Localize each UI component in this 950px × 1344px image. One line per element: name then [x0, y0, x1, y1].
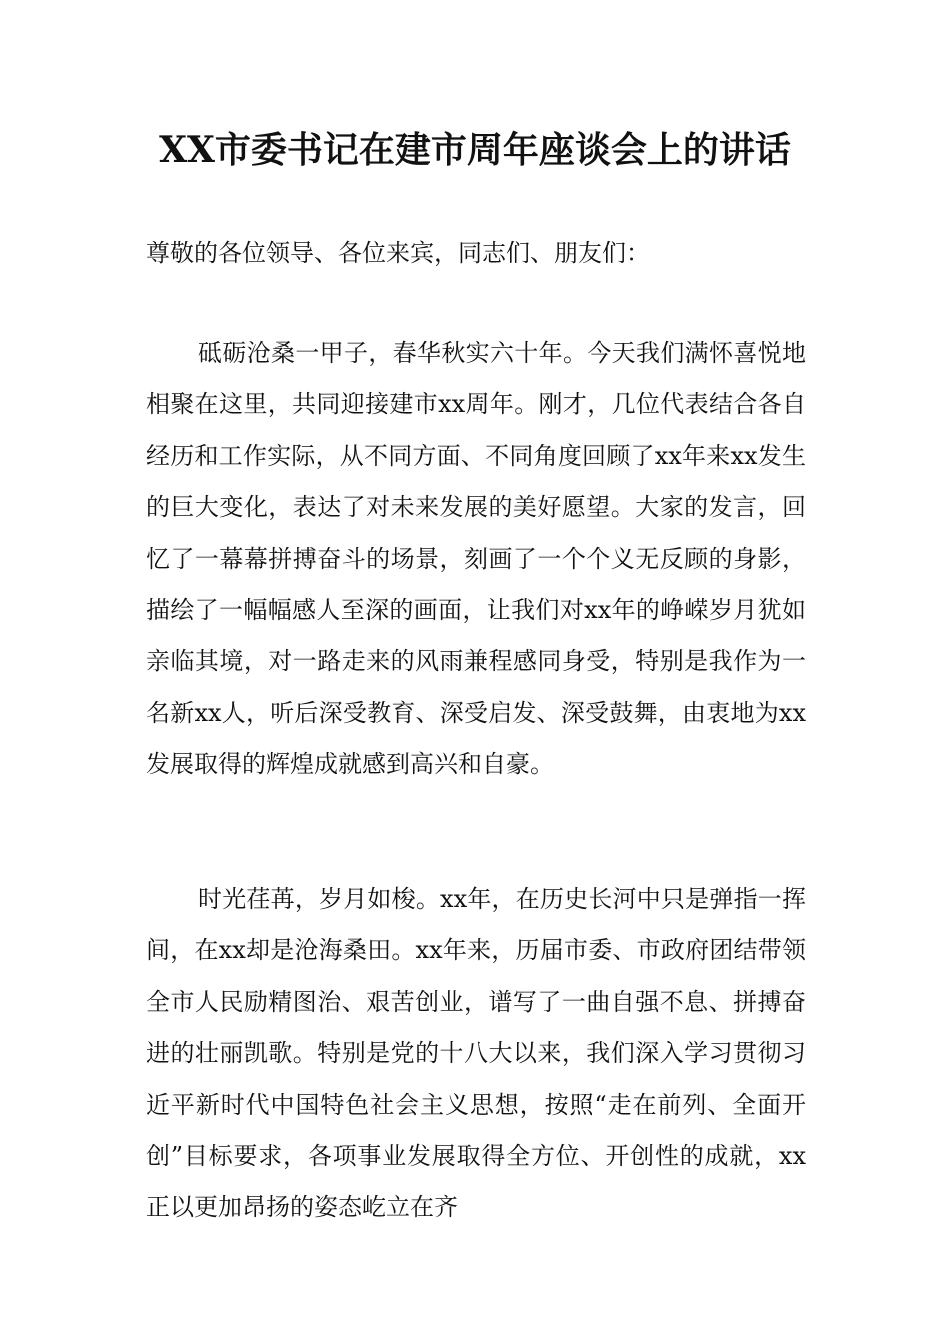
- paragraph: 砥砺沧桑一甲子，春华秋实六十年。今天我们满怀喜悦地相聚在这里，共同迎接建市xx周年。刚才，几位代表结合各自经历和工作实际，从不同方面、不同角度回顾了xx年来xx发生的巨大变化，表达了对未来发展的美好愿望。大家的发言，回忆了一幕幕拼搏奋斗的场景，刻画了一个个义无反顾的身影，描绘了一幅幅感人至深的画面，让我们对xx年的峥嵘岁月犹如亲临其境，对一路走来的风雨兼程感同身受，特别是我作为一名新xx人，听后深受教育、深受启发、深受鼓舞，由衷地为xx发展取得的辉煌成就感到高兴和自豪。: [146, 339, 806, 779]
- document-title: XX市委书记在建市周年座谈会上的讲话: [159, 129, 791, 171]
- salutation: 尊敬的各位领导、各位来宾，同志们、朋友们：: [146, 239, 650, 267]
- paragraph: 时光荏苒，岁月如梭。xx年，在历史长河中只是弹指一挥间，在xx却是沧海桑田。xx年来，历届市委、市政府团结带领全市人民励精图治、艰苦创业，谱写了一曲自强不息、拼搏奋进的壮丽凯歌。特别是党的十八大以来，我们深入学习贯彻习近平新时代中国特色社会主义思想，按照“走在前列、全面开创”目标要求，各项事业发展取得全方位、开创性的成就，xx正以更加昂扬的姿态屹立在齐: [146, 885, 806, 1222]
